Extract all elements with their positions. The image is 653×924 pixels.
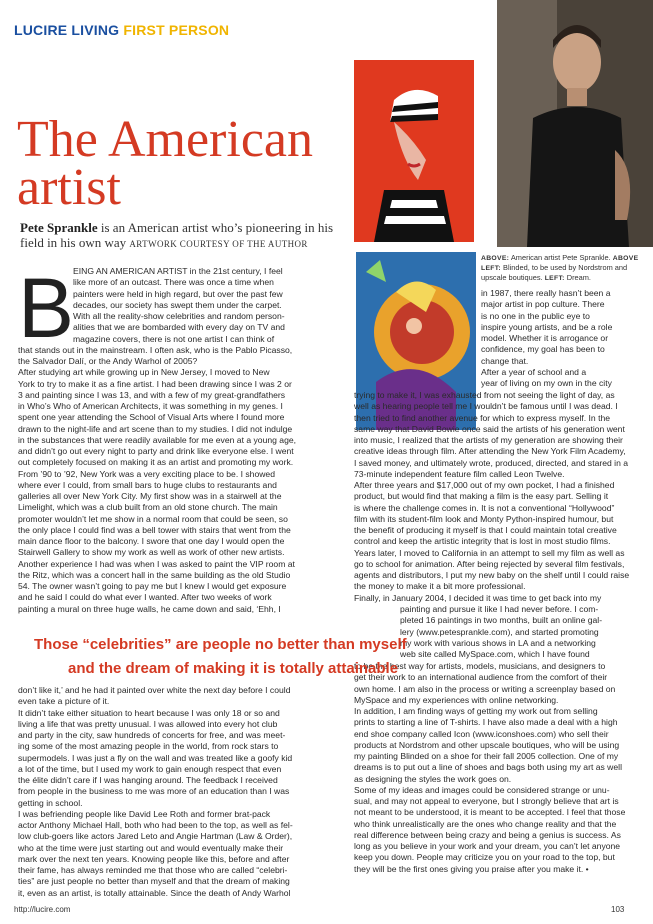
body-line: who at the time were just starting out and would eventually make their: [18, 842, 284, 853]
body-line: promoter wouldn’t let me show in a normal room that could be seen, so: [18, 513, 288, 524]
body-line: change that.: [481, 355, 529, 366]
body-line: the benefit of producing it myself is that I could maintain total creative: [354, 525, 617, 535]
body-line: confidence, my goal has been to: [481, 344, 605, 355]
body-line: Stairwell Gallery to show my work as well as work of other new artists.: [18, 547, 285, 558]
pull-quote-line-2: and the dream of making it is totally attainable: [68, 660, 399, 677]
body-line: end shoe company called Icon (www.iconshoes.com) who sell their: [354, 728, 609, 739]
body-line: in the substances that were readily available for me even at a young age,: [18, 434, 297, 445]
body-line: control and keep the artistic integrity that is lost in most studio films.: [354, 536, 611, 547]
article-deck: [20, 220, 338, 252]
body-line: dreams is to put out a line of shoes and bags both using my art as well: [354, 762, 622, 773]
body-line: After studying art while growing up in New Jersey, I moved to New: [18, 367, 270, 378]
body-line: where ever I could, from small bars to huge clubs to restaurants and: [18, 479, 277, 490]
body-line: that stands out in the mainstream. I often ask, who is the Pablo Picasso,: [18, 344, 293, 355]
section-name: LUCIRE LIVING: [14, 22, 120, 38]
body-line: who think unrealistically are the ones who change reality and that the: [354, 818, 617, 829]
caption-label-left: LEFT:: [544, 275, 565, 283]
body-line: the only place I could find was a bell tower with stairs that went from the: [18, 524, 291, 535]
body-line: is no one in the public eye to: [481, 310, 590, 321]
body-line: web site called MySpace.com, which I have found: [400, 649, 590, 659]
title-line-1: The American: [17, 111, 313, 168]
body-line: the élite didn’t care if I was hanging around. The feedback I received: [18, 775, 278, 785]
body-line: painting a mural on three huge walls, he came down and said, ‘Ehh, I: [18, 603, 281, 614]
caption-text-above-left: Blinded, to be used by Nordstrom and upscale boutiques.: [481, 263, 628, 283]
body-line: 3 and painting since I was 13, and with a few of my great-grandfathers: [18, 389, 286, 400]
body-line: EING AN AMERICAN ARTIST in the 21st century, I feel: [73, 266, 283, 276]
body-line: a lot of the time, but I used my work to gain enough respect that even: [18, 763, 282, 774]
deck-credit: ARTWORK COURTESY OF THE AUTHOR: [129, 239, 308, 249]
body-line: decades, our society has swept them under the carpet.: [73, 299, 282, 310]
body-line: ties” are just people no better than myself and that the dream of making: [18, 876, 290, 887]
body-line: main dance floor to the balcony. I swore that one day I would open the: [18, 536, 285, 546]
image-caption: [481, 253, 643, 284]
body-line: I was befriending people like David Lee Roth and former brat-pack: [18, 808, 271, 819]
body-line: With all the reality-show celebrities and random person-: [73, 311, 285, 321]
body-line: as designing the styles the work goes on.: [354, 773, 512, 784]
caption-label-above-left: ABOVE LEFT:: [481, 255, 639, 273]
body-line: supermodels. I was just a fly on the wall and was treated like a goofy kid: [18, 752, 293, 763]
body-line: get their work to an international audience from the comfort of their: [354, 672, 608, 683]
artwork-blinded: [354, 60, 474, 242]
body-line: film with its student-film look and Monty Python-inspired humour, but: [354, 513, 614, 524]
body-line: trying to make it, I was exhausted from not seeing the light of day, as: [354, 390, 615, 400]
drop-cap: B: [18, 261, 75, 355]
body-line: living a life that was pretty unusual. I was allowed into every hot club: [18, 718, 278, 729]
body-line: From ’90 to ’92, New York was a very exciting place to be. I showed: [18, 468, 275, 479]
body-line: in 1987, there really hasn’t been a: [481, 288, 611, 298]
body-line: products at Nordstrom and other upscale boutiques, who will be using: [354, 739, 620, 750]
body-line: it, even as an artist, is totally attainable. Since the death of Andy Warhol: [18, 887, 291, 898]
body-line: After a year of school and a: [481, 366, 587, 377]
body-line: getting in school.: [18, 797, 83, 808]
footer-url: http://lucire.com: [14, 905, 71, 914]
body-line: 73-minute independent feature film called Leon Twelve.: [354, 468, 565, 479]
section-header: [14, 22, 229, 38]
body-line: long as you believe in your work and your dream, you can’t let anyone: [354, 841, 621, 851]
subsection-name: FIRST PERSON: [123, 22, 230, 38]
body-line: keep you down. People may criticize you on your road to the top, but: [354, 852, 615, 863]
body-line: Years later, I moved to California in an attempt to sell my film as well as: [354, 547, 625, 558]
body-line: major artist in pop culture. There: [481, 299, 605, 310]
body-line: the Ritz, which was a concert hall in the same building as the old Studio: [18, 569, 291, 580]
caption-text-above: American artist Pete Sprankle.: [509, 253, 611, 262]
body-line: in Who’s Who of American Architects, it was something in my genes. I: [18, 401, 283, 411]
body-line: and he said I could do what ever I wanted. After two weeks of work: [18, 592, 272, 603]
article-title: [17, 111, 317, 216]
body-line: pleted 16 paintings in two months, built an online gal-: [400, 615, 603, 626]
body-line: prints to starting a line of T-shirts. I have also made a deal with a high: [354, 717, 618, 728]
body-line: same way that David Bowie once said the artists of his generation went: [354, 423, 625, 434]
body-line: the Salvador Dalí, or the Andy Warhol of 2005?: [18, 356, 198, 366]
body-line: my painting Blinded on a shoe for their fall 2005 collection. One of my: [354, 751, 619, 761]
body-line: don’t like it,’ and he had it painted over white the next day before I could: [18, 685, 291, 695]
body-line: drawn to the night-life and art scene than to my studies. I did not indulge: [18, 423, 293, 434]
body-line: my work with various shows in LA and a networking: [400, 637, 596, 648]
body-line: they will be the first ones giving you praise after you make it. •: [354, 863, 589, 874]
pull-quote-line-1: Those “celebrities” are people no better than myself: [34, 636, 407, 653]
body-line: their fame, has always reminded me that those who are called “celebri-: [18, 865, 288, 875]
body-line: York to try to make it as a fine artist. I had been drawing since I was 2 or: [18, 378, 292, 389]
body-line: I saved money, and ultimately wrote, produced, directed, and stared in a: [354, 457, 629, 468]
body-line: lery (www.petesprankle.com), and started promoting: [400, 626, 599, 637]
page-number: 103: [611, 905, 625, 914]
body-line: year of living on my own in the city: [481, 378, 612, 388]
body-line: own home. I am also in the process or writing a screenplay based on: [354, 683, 616, 694]
body-line: painting and pursue it like I had never before. I com-: [400, 604, 599, 614]
body-line: alities that we are bombarded with every day on TV and: [73, 322, 285, 333]
body-line: to be the best way for artists, models, musicians, and designers to: [354, 661, 606, 671]
body-line: real difference between being crazy and being a genius is success. As: [354, 829, 621, 840]
deck-author: Pete Sprankle: [20, 220, 98, 235]
body-line: actor Anthony Michael Hall, both who had been to the top, as well as fel-: [18, 820, 293, 830]
body-line: model. Whether it is arrogance or: [481, 333, 609, 343]
artist-photo: [497, 0, 653, 247]
caption-label-above: ABOVE:: [481, 255, 510, 262]
body-line: MySpace and my experiences with online networking.: [354, 694, 559, 705]
body-line: into music, I realized that the artists of my generation are showing their: [354, 435, 623, 445]
caption-text-left: Dream.: [564, 273, 591, 283]
body-line: and party in the city, saw hundreds of concerts for free, and was meet-: [18, 730, 286, 740]
body-line: It didn’t take either situation to heart because I was only 18 or so and: [18, 707, 280, 718]
body-line: sual, and may not appeal to everyone, but I strongly believe that art is: [354, 796, 619, 806]
body-line: inspire young artists, and be a role: [481, 321, 613, 332]
body-line: even take a picture of it.: [18, 696, 110, 707]
title-line-2: artist: [17, 159, 121, 216]
body-line: is where the challenge comes in. It is not a conventional “Hollywood”: [354, 502, 615, 513]
body-line: and didn’t go out every night to party and drink like everyone else. I went: [18, 446, 294, 456]
body-line: creative ideas through film. After attending the New York Film Academy,: [354, 446, 626, 457]
body-line: magazine covers, there is not one artist I can think of: [73, 333, 275, 344]
body-line: like more of an outcast. There was once a time when: [73, 277, 274, 288]
body-line: galleries all over New York City. My first show was in a stairwell at the: [18, 491, 282, 501]
body-line: spent one year attending the School of Visual Arts where I found more: [18, 412, 285, 423]
body-line: the money to make it a bit more professional.: [354, 581, 526, 592]
body-line: After three years and $17,000 out of my own pocket, I had a finished: [354, 480, 615, 490]
body-line: not meant to be understood, it is meant to be accepted. I feel that those: [354, 807, 626, 818]
body-line: then tried to find another avenue for which to express myself. In the: [354, 412, 611, 423]
body-line: 54. The owner wasn’t going to pay me but I knew I would get exposure: [18, 581, 287, 591]
body-line: product, but would find that making a film is the easy part. Selling it: [354, 491, 609, 502]
body-line: Some of my ideas and images could be considered strange or unu-: [354, 784, 610, 795]
body-line: In addition, I am finding ways of getting my work out from selling: [354, 706, 598, 716]
body-line: ing some of the most amazing people in the world, from rock stars to: [18, 741, 279, 752]
body-line: mark over the next ten years. Knowing people like this, before and after: [18, 853, 290, 864]
body-line: go to school for animation. After being rejected by several film festivals,: [354, 558, 625, 569]
body-line: well as hearing people tell me I wouldn’t be famous until I was dead. I: [354, 401, 618, 412]
body-line: Limelight, which was a club built from an old stone church. The main: [18, 502, 278, 513]
body-line: Finally, in January 2004, I decided it was time to get back into my: [354, 592, 602, 603]
body-line: out completely focused on making it as an artist and promoting my work.: [18, 457, 294, 468]
body-line: low club-goers like actors Jared Leto and Angie Hartman (Law & Order),: [18, 831, 293, 842]
body-line: painters were held in high regard, but over the past few: [73, 288, 283, 299]
body-line: agents and distributors, I put my new baby on the shelf until I could raise: [354, 570, 630, 580]
body-line: from people in the business to me was more of an education than I was: [18, 786, 290, 797]
deck-text: is an American artist who’s pioneering in his field in his own way: [20, 220, 334, 250]
body-line: Another experience I had was when I was asked to paint the VIP room at: [18, 558, 295, 569]
